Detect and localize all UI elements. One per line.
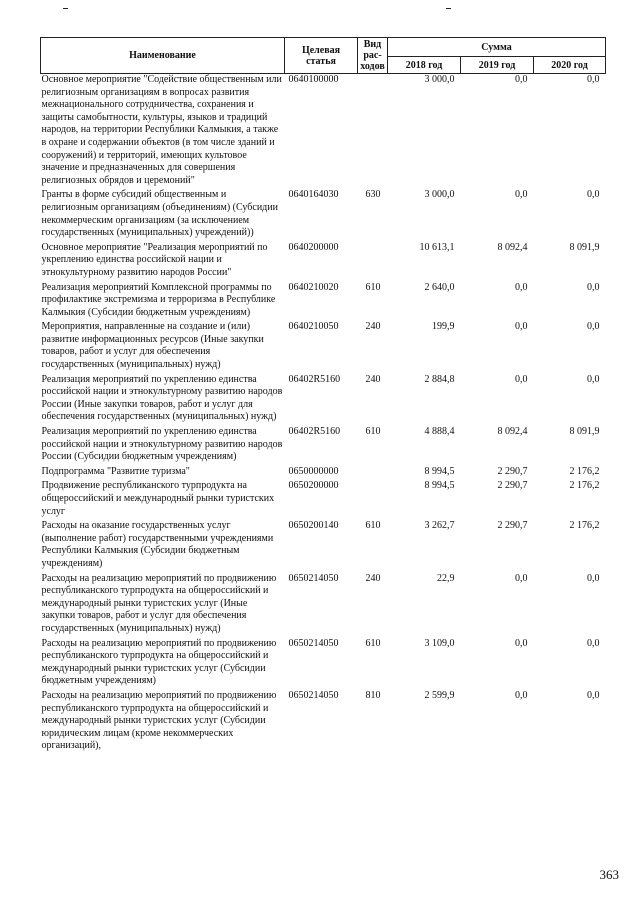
header-vid: Вид рас- ходов — [358, 38, 388, 74]
row-value-2019: 0,0 — [515, 373, 528, 385]
row-name: Гранты в форме субсидий общественным и религиозным организациям (объединениям) (Субсидии некоммерческим организациям (за исключением государственных (муниципальных) учреждений)) — [41, 189, 278, 239]
row-value-2020: 0,0 — [587, 74, 600, 85]
table-row — [41, 189, 606, 241]
header-2020: 2020 год — [534, 57, 606, 74]
row-target-code: 0650214050 — [288, 689, 339, 701]
table-row — [41, 573, 606, 638]
row-value-2019: 0,0 — [515, 74, 528, 85]
row-value-2020: 2 176,2 — [569, 480, 600, 492]
row-name: Реализация мероприятий по укреплению единства российской нации и этнокультурному развитию народов России (Иные закупки товаров, работ и услуг для обеспечения государственных (муниципальных) нужд) — [41, 373, 283, 423]
row-name: Расходы на реализацию мероприятий по продвижению республиканского турпродукта на общероссийский и международный рынки туристских услуг (Субсидии бюджетным учреждениям) — [41, 637, 277, 687]
row-value-2020: 0,0 — [587, 321, 600, 333]
row-value-2018: 4 888,4 — [424, 426, 455, 438]
row-target-code: 0650214050 — [288, 637, 339, 649]
row-expense-type — [358, 480, 388, 520]
row-target-code: 0640164030 — [288, 189, 339, 201]
row-expense-type: 240 — [365, 373, 381, 385]
row-expense-type — [358, 466, 388, 481]
row-name: Подпрограмма "Развитие туризма" — [41, 465, 190, 477]
row-value-2020: 0,0 — [587, 689, 600, 701]
row-value-2020: 8 091,9 — [569, 426, 600, 438]
row-target-code: 0640210020 — [288, 281, 339, 293]
row-value-2020: 0,0 — [587, 637, 600, 649]
table-row — [41, 242, 606, 282]
row-value-2018: 8 994,5 — [424, 465, 455, 477]
row-target-code: 0640210050 — [288, 321, 339, 333]
top-mark-left — [63, 8, 68, 9]
header-name: Наименование — [41, 38, 285, 74]
row-value-2018: 10 613,1 — [419, 241, 455, 253]
row-value-2018: 2 640,0 — [424, 281, 455, 293]
row-target-code: 0640200000 — [288, 241, 339, 253]
row-name: Мероприятия, направленные на создание и (или) развитие информационных ресурсов (Иные закупки товаров, работ и услуг для обеспечения государственных (муниципальных) нужд) — [41, 321, 264, 371]
row-value-2020: 0,0 — [587, 281, 600, 293]
row-target-code: 0650000000 — [288, 465, 339, 477]
row-value-2018: 3 262,7 — [424, 520, 455, 532]
row-expense-type: 610 — [365, 637, 381, 649]
table-row — [41, 374, 606, 426]
row-target-code: 0640100000 — [288, 74, 339, 85]
row-value-2019: 0,0 — [515, 572, 528, 584]
table-row — [41, 74, 606, 190]
header-sum: Сумма — [388, 38, 606, 57]
row-value-2018: 3 000,0 — [424, 74, 455, 85]
row-expense-type: 630 — [365, 189, 381, 201]
table-body — [41, 74, 606, 755]
row-value-2019: 0,0 — [515, 689, 528, 701]
row-value-2020: 2 176,2 — [569, 465, 600, 477]
row-value-2020: 0,0 — [587, 572, 600, 584]
row-value-2018: 22,9 — [437, 572, 455, 584]
row-value-2019: 2 290,7 — [497, 480, 528, 492]
row-name: Продвижение республиканского турпродукта на общероссийский и международный рынки туристских услуг — [41, 480, 275, 517]
row-name: Расходы на оказание государственных услуг (выполнение работ) государственными учреждениями Республики Калмыкия (Субсидии бюджетным учреждениям) — [41, 520, 274, 569]
row-expense-type: 610 — [365, 426, 381, 438]
row-value-2019: 0,0 — [515, 281, 528, 293]
budget-table — [40, 37, 606, 755]
row-name: Реализация мероприятий по укреплению единства российской нации и этнокультурному развитию народов России (Субсидии бюджетным учреждениям) — [41, 426, 283, 463]
row-target-code: 0650214050 — [288, 572, 339, 584]
row-value-2019: 8 092,4 — [497, 241, 528, 253]
table-row — [41, 520, 606, 572]
row-value-2018: 2 599,9 — [424, 689, 455, 701]
row-value-2020: 8 091,9 — [569, 241, 600, 253]
table-row — [41, 426, 606, 466]
table-row — [41, 466, 606, 481]
row-value-2020: 0,0 — [587, 373, 600, 385]
table-row — [41, 690, 606, 755]
row-name: Основное мероприятие "Содействие общественным или религиозным организациям в вопросах развития межнационального сотрудничества, сохранения и защиты самобытности, культуры, языков и традиций народов, на территории Республики Калмыкия, а также в охране и содержании объектов (в том числе зданий и сооружений) и территорий, имеющих культовое значение и предназначенных для совершения религиозных обрядов и церемоний" — [41, 74, 282, 186]
row-value-2018: 2 884,8 — [424, 373, 455, 385]
row-target-code: 0650200000 — [288, 480, 339, 492]
row-value-2019: 0,0 — [515, 637, 528, 649]
row-target-code: 0650200140 — [288, 520, 339, 532]
table-row — [41, 321, 606, 373]
row-name: Расходы на реализацию мероприятий по продвижению республиканского турпродукта на общероссийский и международный рынки туристских услуг (Иные закупки товаров, работ и услуг для обеспечения государственных (муниципальных) нужд) — [41, 572, 277, 634]
row-value-2020: 2 176,2 — [569, 520, 600, 532]
table-row — [41, 282, 606, 322]
row-value-2018: 3 000,0 — [424, 189, 455, 201]
row-expense-type: 610 — [365, 281, 381, 293]
header-target: Целевая статья — [285, 38, 358, 74]
row-expense-type: 610 — [365, 520, 381, 532]
top-mark-right — [446, 8, 451, 9]
row-value-2019: 2 290,7 — [497, 520, 528, 532]
header-2019: 2019 год — [461, 57, 534, 74]
row-expense-type: 240 — [365, 572, 381, 584]
row-target-code: 06402R5160 — [288, 426, 341, 438]
row-value-2018: 199,9 — [432, 321, 455, 333]
row-value-2019: 2 290,7 — [497, 465, 528, 477]
row-name: Основное мероприятие "Реализация мероприятий по укреплению единства российской нации и этнокультурному развитию народов России" — [41, 241, 268, 278]
row-target-code: 06402R5160 — [288, 373, 341, 385]
row-value-2018: 8 994,5 — [424, 480, 455, 492]
table-row — [41, 638, 606, 690]
row-value-2019: 0,0 — [515, 321, 528, 333]
row-expense-type: 240 — [365, 321, 381, 333]
row-expense-type: 810 — [365, 689, 381, 701]
row-value-2019: 0,0 — [515, 189, 528, 201]
table-row — [41, 480, 606, 520]
row-value-2019: 8 092,4 — [497, 426, 528, 438]
page-number: 363 — [599, 867, 619, 882]
row-value-2018: 3 109,0 — [424, 637, 455, 649]
header-2018: 2018 год — [388, 57, 461, 74]
row-name: Расходы на реализацию мероприятий по продвижению республиканского турпродукта на общероссийский и международный рынки туристских услуг (Субсидии юридическим лицам (кроме некоммерческих организаций), — [41, 689, 277, 752]
row-name: Реализация мероприятий Комплексной программы по профилактике экстремизма и терроризма в Республике Калмыкия (Субсидии бюджетным учреждениям) — [41, 281, 276, 318]
row-expense-type — [358, 74, 388, 190]
row-value-2020: 0,0 — [587, 189, 600, 201]
row-expense-type — [358, 242, 388, 282]
